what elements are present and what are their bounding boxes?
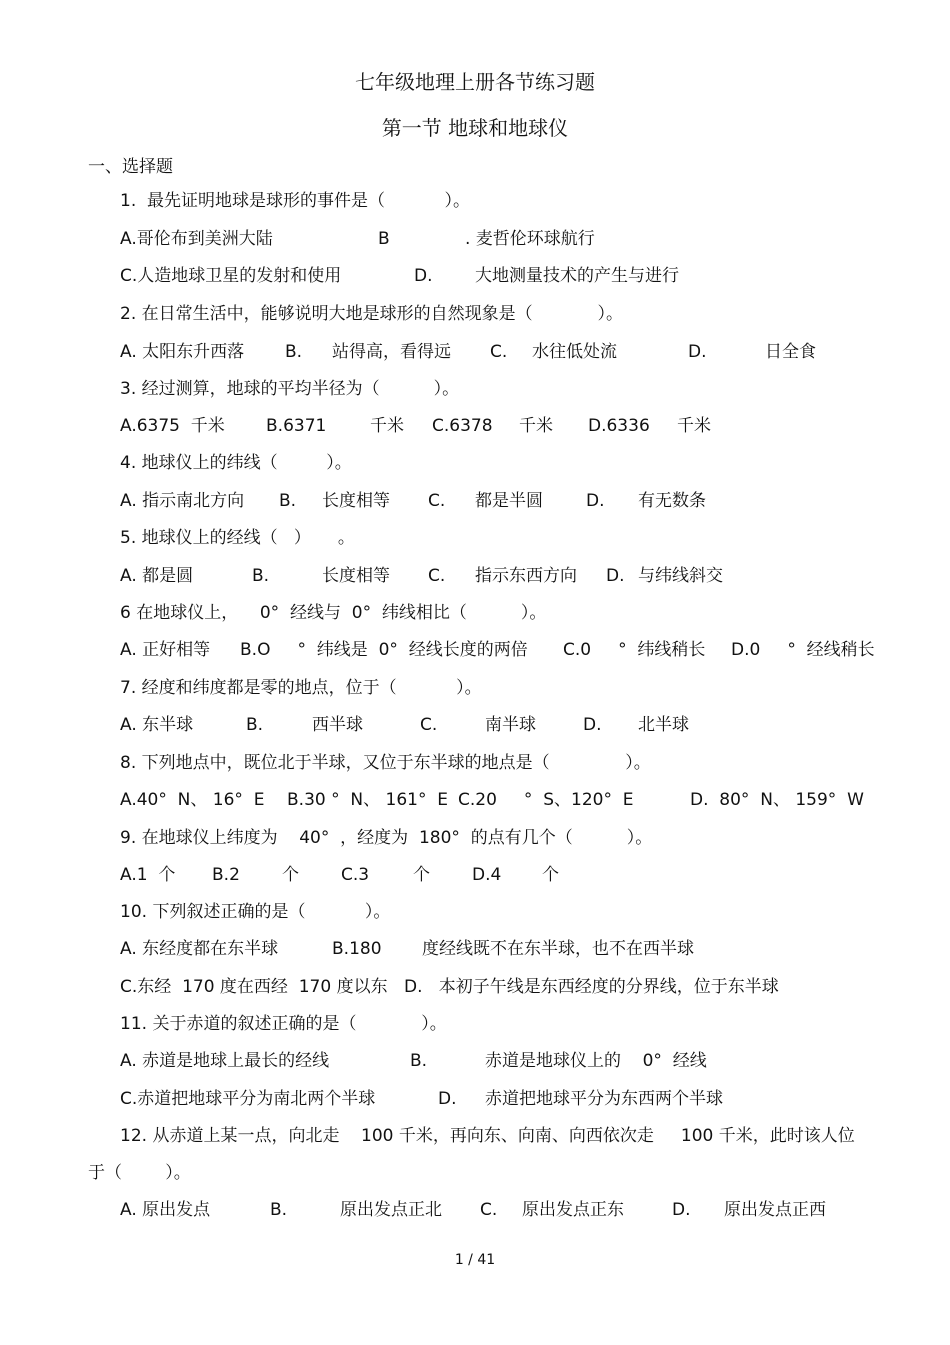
line-text: 大地测量技术的产生与进行 xyxy=(475,266,679,286)
line-text: A. 原出发点 xyxy=(120,1200,211,1220)
line-text: 4. 地球仪上的纬线（ ）。 xyxy=(120,453,352,473)
line-text: D. xyxy=(606,566,625,586)
line-text: 原出发点正北 xyxy=(340,1200,442,1220)
line-text: B.6371 xyxy=(266,416,327,436)
line-text: 8. 下列地点中，既位北于半球，又位于东半球的地点是（ ）。 xyxy=(120,753,651,773)
line-text: 水往低处流 xyxy=(532,342,617,362)
line-text: C.赤道把地球平分为南北两个半球 xyxy=(120,1089,376,1109)
line-text: A.6375 千米 xyxy=(120,416,225,436)
line-text: . 麦哲伦环球航行 xyxy=(465,229,595,249)
line-text: A. 东经度都在东半球 xyxy=(120,939,279,959)
line-text: 赤道是地球仪上的 0° 经线 xyxy=(485,1051,707,1071)
line-text: D. xyxy=(672,1200,691,1220)
line-text: 1. 最先证明地球是球形的事件是（ ）。 xyxy=(120,191,470,211)
line-text: A. 赤道是地球上最长的经线 xyxy=(120,1051,330,1071)
line-text: B. xyxy=(252,566,270,586)
line-text: 6 在地球仪上， 0° 经线与 0° 纬线相比（ ）。 xyxy=(120,603,547,623)
line-text: D. xyxy=(438,1089,457,1109)
line-text: 7. 经度和纬度都是零的地点，位于（ ）。 xyxy=(120,678,482,698)
line-text: 个 xyxy=(282,865,299,885)
line-text: 3. 经过测算，地球的平均半径为（ ）。 xyxy=(120,379,460,399)
section-title: 第一节 地球和地球仪 xyxy=(381,116,569,140)
line-text: A. 东半球 xyxy=(120,715,194,735)
line-text: C. xyxy=(428,566,446,586)
line-text: 度经线既不在东半球，也不在西半球 xyxy=(422,939,694,959)
line-text: 个 xyxy=(542,865,559,885)
line-text: 站得高，看得远 xyxy=(332,342,451,362)
line-text: B. xyxy=(410,1051,428,1071)
line-text: 原出发点正西 xyxy=(724,1200,826,1220)
line-text: 于（ ）。 xyxy=(88,1163,191,1183)
line-text: 长度相等 xyxy=(322,491,390,511)
line-text: C.人造地球卫星的发射和使用 xyxy=(120,266,342,286)
line-text: 赤道把地球平分为东西两个半球 xyxy=(485,1089,723,1109)
line-text: D. xyxy=(586,491,605,511)
line-text: A. 正好相等 xyxy=(120,640,211,660)
line-text: 11. 关于赤道的叙述正确的是（ ）。 xyxy=(120,1014,447,1034)
line-text: D.0 ° 经线稍长 xyxy=(731,640,875,660)
line-text: 2. 在日常生活中，能够说明大地是球形的自然现象是（ ）。 xyxy=(120,304,623,324)
line-text: D.6336 xyxy=(588,416,650,436)
line-text: D. xyxy=(688,342,707,362)
line-text: D. 本初子午线是东西经度的分界线，位于东半球 xyxy=(404,977,779,997)
line-text: C. xyxy=(490,342,508,362)
line-text: 有无数条 xyxy=(638,491,706,511)
line-text: D. 80° N、 159° W xyxy=(690,790,864,810)
line-text: D. xyxy=(414,266,433,286)
line-text: C.20 ° S、120° E xyxy=(458,790,634,810)
line-text: 都是半圆 xyxy=(475,491,543,511)
line-text: A. 指示南北方向 xyxy=(120,491,245,511)
line-text: 千米 xyxy=(519,416,553,436)
line-text: C.6378 xyxy=(432,416,493,436)
line-text: C. xyxy=(480,1200,498,1220)
line-text: B. xyxy=(270,1200,288,1220)
line-text: 与纬线斜交 xyxy=(638,566,723,586)
line-text: 南半球 xyxy=(485,715,536,735)
line-text: A.1 个 xyxy=(120,865,176,885)
line-text: C. xyxy=(428,491,446,511)
line-text: 5. 地球仪上的经线（ ） 。 xyxy=(120,528,355,548)
line-text: 9. 在地球仪上纬度为 40° ，经度为 180° 的点有几个（ ）。 xyxy=(120,828,653,848)
line-text: B. xyxy=(285,342,303,362)
line-text: B.180 xyxy=(332,939,382,959)
line-text: A.哥伦布到美洲大陆 xyxy=(120,229,273,249)
line-text: A. 都是圆 xyxy=(120,566,194,586)
line-text: D. xyxy=(583,715,602,735)
line-text: B. xyxy=(246,715,264,735)
line-text: B.30 ° N、 161° E xyxy=(287,790,449,810)
line-text: 原出发点正东 xyxy=(522,1200,624,1220)
line-text: D.4 xyxy=(472,865,502,885)
line-text: C.3 xyxy=(341,865,370,885)
line-text: 长度相等 xyxy=(322,566,390,586)
part-heading: 一、选择题 xyxy=(88,157,173,177)
line-text: 千米 xyxy=(370,416,404,436)
line-text: 北半球 xyxy=(638,715,689,735)
line-text: B xyxy=(378,229,390,249)
document-title: 七年级地理上册各节练习题 xyxy=(355,70,595,94)
line-text: 千米 xyxy=(677,416,711,436)
line-text: A. 太阳东升西落 xyxy=(120,342,245,362)
line-text: 12. 从赤道上某一点，向北走 100 千米，再向东、向南、向西依次走 100 千米，此时该人位 xyxy=(120,1126,855,1146)
line-text: A.40° N、 16° E xyxy=(120,790,265,810)
line-text: 个 xyxy=(413,865,430,885)
line-text: B.O ° 纬线是 0° 经线长度的两倍 xyxy=(240,640,528,660)
line-text: 10. 下列叙述正确的是（ ）。 xyxy=(120,902,391,922)
line-text: 日全食 xyxy=(765,342,816,362)
line-text: 西半球 xyxy=(312,715,363,735)
line-text: C.东经 170 度在西经 170 度以东 xyxy=(120,977,388,997)
line-text: C. xyxy=(420,715,438,735)
line-text: B.2 xyxy=(212,865,240,885)
page-indicator: 1 / 41 xyxy=(454,1252,496,1268)
line-text: B. xyxy=(279,491,297,511)
line-text: C.0 ° 纬线稍长 xyxy=(563,640,706,660)
line-text: 指示东西方向 xyxy=(475,566,577,586)
